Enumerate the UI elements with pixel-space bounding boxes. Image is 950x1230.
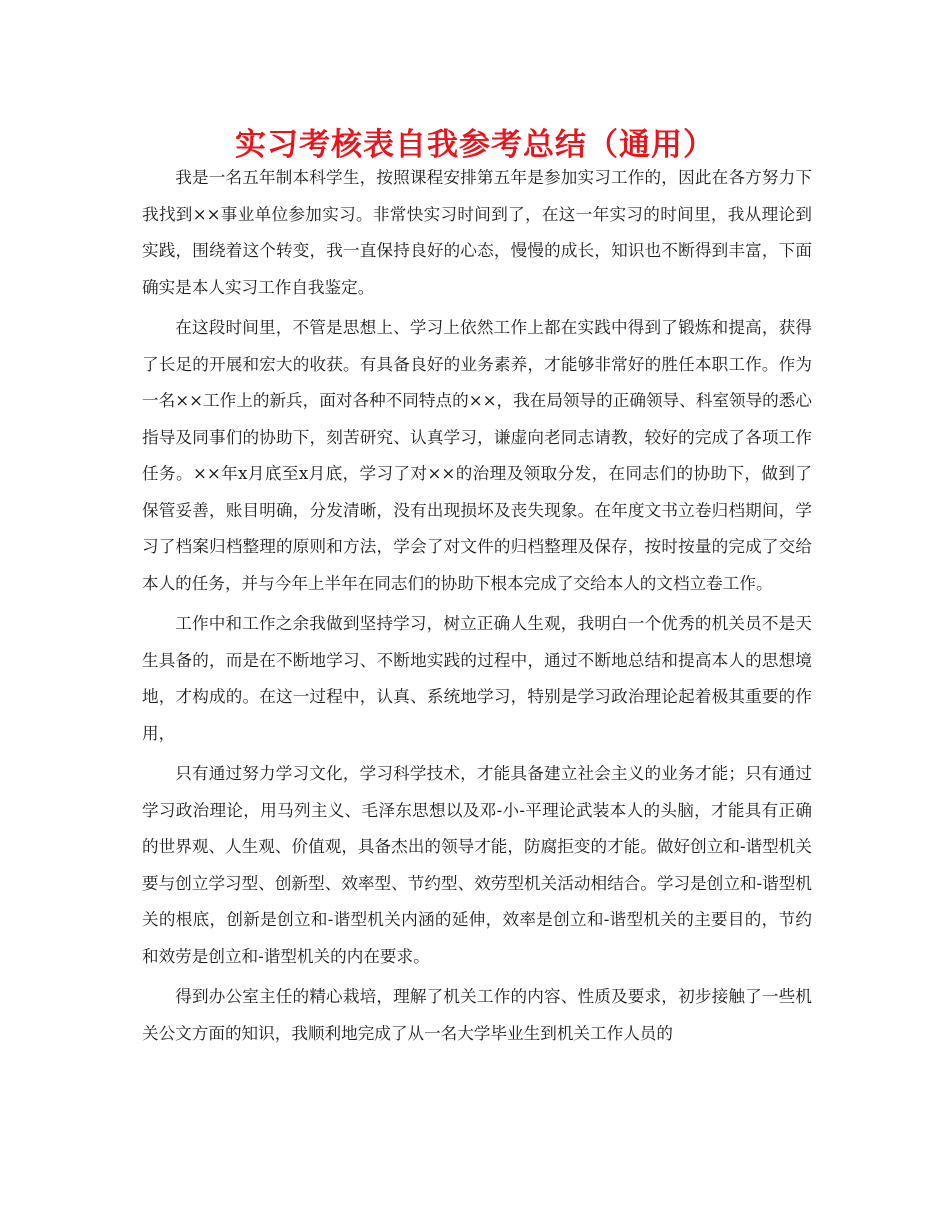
document-body <box>142 160 812 1056</box>
paragraph-2: 在这段时间里，不管是思想上、学习上依然工作上都在实践中得到了锻炼和提高，获得了长足的开展和宏大的收获。有具备良好的业务素养，才能够非常好的胜任本职工作。作为一名××工作上的新兵，面对各种不同特点的××，我在局领导的正确领导、科室领导的悉心指导及同事们的协助下，刻苦研究、认真学习，谦虚向老同志请教，较好的完成了各项工作任务。××年x月底至x月底，学习了对××的治理及领取分发，在同志们的协助下，做到了保管妥善，账目明确，分发清晰，没有出现损坏及丧失现象。在年度文书立卷归档期间，学习了档案归档整理的原则和方法，学会了对文件的归档整理及保存，按时按量的完成了交给本人的任务，并与今年上半年在同志们的协助下根本完成了交给本人的文档立卷工作。 <box>142 318 812 593</box>
paragraph-4: 只有通过努力学习文化，学习科学技术，才能具备建立社会主义的业务才能；只有通过学习政治理论，用马列主义、毛泽东思想以及邓-小-平理论武装本人的头脑，才能具有正确的世界观、人生观、价值观，具备杰出的领导才能，防腐拒变的才能。做好创立和-谐型机关要与创立学习型、创新型、效率型、节约型、效劳型机关活动相结合。学习是创立和-谐型机关的根底，创新是创立和-谐型机关内涵的延伸，效率是创立和-谐型机关的主要目的，节约和效劳是创立和-谐型机关的内在要求。 <box>142 764 812 966</box>
document-title: 实习考核表自我参考总结（通用） <box>235 127 715 163</box>
paragraph-1: 我是一名五年制本科学生，按照课程安排第五年是参加实习工作的，因此在各方努力下我找到××事业单位参加实习。非常快实习时间到了，在这一年实习的时间里，我从理论到实践，围绕着这个转变，我一直保持良好的心态，慢慢的成长，知识也不断得到丰富，下面确实是本人实习工作自我鉴定。 <box>142 168 812 297</box>
paragraph-3: 工作中和工作之余我做到坚持学习，树立正确人生观，我明白一个优秀的机关员不是天生具备的，而是在不断地学习、不断地实践的过程中，通过不断地总结和提高本人的思想境地，才构成的。在这一过程中，认真、系统地学习，特别是学习政治理论起着极其重要的作用， <box>142 614 812 743</box>
paragraph-5: 得到办公室主任的精心栽培，理解了机关工作的内容、性质及要求，初步接触了一些机关公文方面的知识，我顺利地完成了从一名大学毕业生到机关工作人员的 <box>142 987 812 1043</box>
